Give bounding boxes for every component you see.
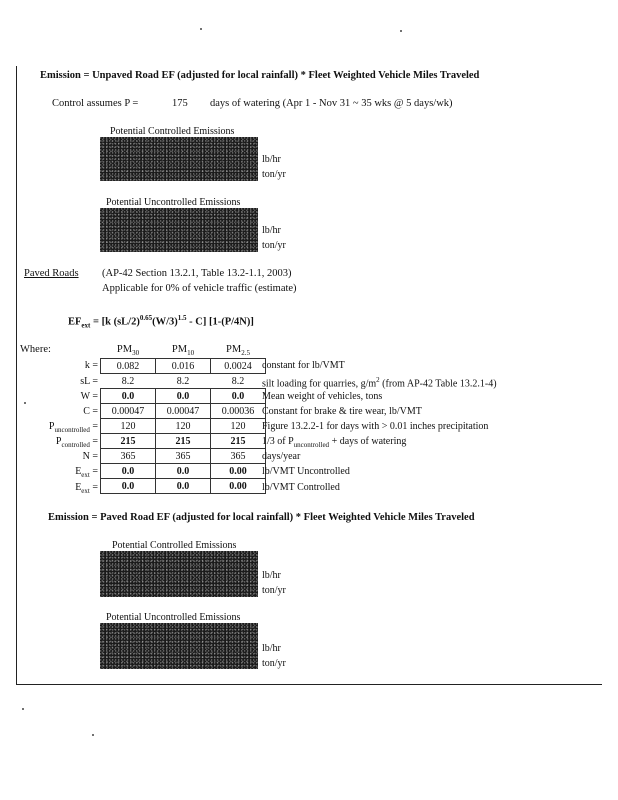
row-desc-n: days/year bbox=[262, 451, 301, 462]
row-label-p-uncontrolled: $P_{uncontrolled}$ = bbox=[48, 421, 98, 434]
control-label: Control assumes P = bbox=[52, 98, 139, 109]
cell: 0.00 bbox=[211, 479, 266, 494]
scan-speck bbox=[92, 734, 94, 736]
cell: 0.0 bbox=[156, 479, 211, 494]
row-label-w: W = bbox=[80, 391, 98, 402]
paved-controlled-title: Potential Controlled Emissions bbox=[112, 540, 237, 551]
row-label-c: C = bbox=[83, 406, 98, 417]
cell: 0.016 bbox=[156, 359, 211, 374]
scan-speck bbox=[200, 28, 202, 30]
row-desc-k: constant for lb/VMT bbox=[262, 360, 345, 371]
row-desc-e-controlled: lb/VMT Controlled bbox=[262, 482, 340, 493]
cell: 0.0 bbox=[101, 464, 156, 479]
unpaved-uncontrolled-title: Potential Uncontrolled Emissions bbox=[106, 197, 241, 208]
unpaved-uncontrolled-redacted bbox=[100, 208, 258, 252]
unpaved-heading: Emission = Unpaved Road EF (adjusted for local rainfall) * Fleet Weighted Vehicle Miles Traveled bbox=[40, 70, 480, 81]
unpaved-uncontrolled-tonyr: ton/yr bbox=[262, 240, 286, 251]
table-row bbox=[101, 449, 266, 464]
paved-controlled-tonyr: ton/yr bbox=[262, 585, 286, 596]
scan-speck bbox=[400, 30, 402, 32]
cell: 365 bbox=[156, 449, 211, 464]
cell: 120 bbox=[211, 419, 266, 434]
ef-equation: $EF_{ext} = [k$ $(sL/2)^{0.65}(W/3)^{1.5} - C$] [1-(P/4N)] bbox=[68, 314, 254, 330]
table-row bbox=[101, 464, 266, 479]
cell: 0.00 bbox=[211, 464, 266, 479]
cell: 120 bbox=[156, 419, 211, 434]
table-row bbox=[101, 419, 266, 434]
row-label-k: k = bbox=[84, 360, 98, 371]
table-header-row bbox=[101, 344, 266, 359]
cell: 0.0 bbox=[211, 389, 266, 404]
paved-uncontrolled-tonyr: ton/yr bbox=[262, 658, 286, 669]
cell: 365 bbox=[211, 449, 266, 464]
row-desc-c: Constant for brake & tire wear, lb/VMT bbox=[262, 406, 422, 417]
cell: 0.00036 bbox=[211, 404, 266, 419]
cell: 8.2 bbox=[231, 375, 245, 387]
cell: 0.0 bbox=[156, 464, 211, 479]
cell: 215 bbox=[211, 434, 266, 449]
row-desc-p-controlled: 1/3 of $P_{uncontrolled}$ + days of watering bbox=[262, 436, 407, 449]
row-label-n: N = bbox=[82, 451, 98, 462]
table-row bbox=[101, 374, 266, 389]
table-row bbox=[101, 434, 266, 449]
scan-speck bbox=[22, 708, 24, 710]
column-header-pm10: $PM_{10}$ bbox=[171, 344, 195, 358]
cell: 0.0024 bbox=[211, 359, 266, 374]
table-row bbox=[101, 389, 266, 404]
cell: 0.0 bbox=[156, 389, 211, 404]
paved-controlled-redacted bbox=[100, 551, 258, 597]
paved-uncontrolled-lbhr: lb/hr bbox=[262, 643, 281, 654]
paved-controlled-lbhr: lb/hr bbox=[262, 570, 281, 581]
table-row bbox=[101, 404, 266, 419]
row-desc-p-uncontrolled: Figure 13.2.2-1 for days with > 0.01 inches precipitation bbox=[262, 421, 489, 432]
control-value: 175 bbox=[172, 98, 188, 109]
parameter-table bbox=[100, 344, 266, 494]
unpaved-controlled-redacted bbox=[100, 137, 258, 181]
cell: 8.2 bbox=[121, 375, 135, 387]
paved-heading: Emission = Paved Road EF (adjusted for local rainfall) * Fleet Weighted Vehicle Miles Traveled bbox=[48, 512, 475, 523]
control-note: days of watering (Apr 1 - Nov 31 ~ 35 wks @ 5 days/wk) bbox=[210, 98, 453, 109]
unpaved-controlled-lbhr: lb/hr bbox=[262, 154, 281, 165]
paved-applicable: Applicable for 0% of vehicle traffic (estimate) bbox=[102, 283, 297, 294]
cell: 8.2 bbox=[176, 375, 190, 387]
page-frame-left bbox=[16, 66, 17, 684]
cell: 0.0 bbox=[101, 389, 156, 404]
row-label-p-controlled: $P_{controlled}$ = bbox=[55, 436, 98, 449]
cell: 215 bbox=[156, 434, 211, 449]
column-header-pm30: $PM_{30}$ bbox=[116, 344, 140, 358]
cell: 0.0 bbox=[101, 479, 156, 494]
cell: 365 bbox=[101, 449, 156, 464]
scan-speck bbox=[24, 402, 26, 404]
row-label-e-uncontrolled: $E_{ext}$ = bbox=[75, 466, 98, 479]
row-desc-sl: silt loading for quarries, $g/m^2$ (from AP-42 Table 13.2.1-4) bbox=[262, 376, 497, 390]
where-label: Where: bbox=[20, 344, 51, 355]
row-desc-e-uncontrolled: lb/VMT Uncontrolled bbox=[262, 466, 350, 477]
page-frame-bottom bbox=[16, 684, 602, 685]
paved-uncontrolled-redacted bbox=[100, 623, 258, 669]
paved-uncontrolled-title: Potential Uncontrolled Emissions bbox=[106, 612, 241, 623]
cell: 215 bbox=[101, 434, 156, 449]
paved-roads-label: Paved Roads bbox=[24, 268, 79, 279]
table-row bbox=[101, 479, 266, 494]
unpaved-uncontrolled-lbhr: lb/hr bbox=[262, 225, 281, 236]
unpaved-controlled-title: Potential Controlled Emissions bbox=[110, 126, 235, 137]
table-row bbox=[101, 359, 266, 374]
row-desc-w: Mean weight of vehicles, tons bbox=[262, 391, 383, 402]
unpaved-controlled-tonyr: ton/yr bbox=[262, 169, 286, 180]
cell: 120 bbox=[101, 419, 156, 434]
cell: 0.00047 bbox=[156, 404, 211, 419]
cell: 0.082 bbox=[101, 359, 156, 374]
row-label-e-controlled: $E_{ext}$ = bbox=[75, 482, 98, 495]
column-header-pm25: $PM_{2.5}$ bbox=[226, 344, 250, 358]
row-label-sl: sL = bbox=[80, 376, 98, 387]
cell: 0.00047 bbox=[101, 404, 156, 419]
paved-reference: (AP-42 Section 13.2.1, Table 13.2-1.1, 2003) bbox=[102, 268, 292, 279]
